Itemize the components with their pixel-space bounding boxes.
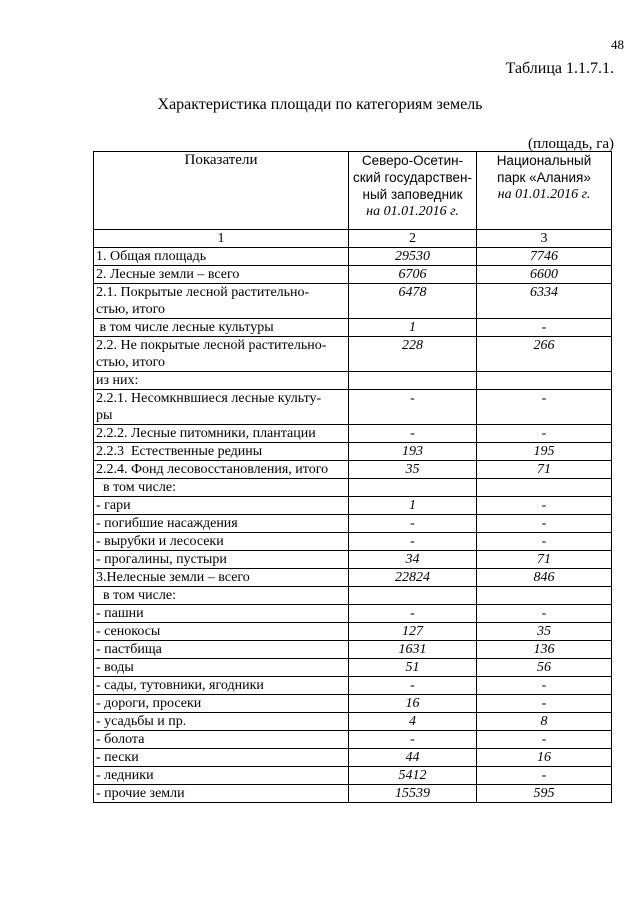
row-label-line: в том числе: xyxy=(96,588,176,603)
table-row xyxy=(94,605,612,623)
park-value: - xyxy=(477,497,612,515)
row-label xyxy=(94,248,349,266)
reserve-value xyxy=(349,372,477,390)
table-row xyxy=(94,623,612,641)
header-indicators: Показатели xyxy=(94,152,349,230)
park-value: 136 xyxy=(477,641,612,659)
page-number: 48 xyxy=(611,37,624,52)
row-label xyxy=(94,497,349,515)
row-label-line: - пашни xyxy=(96,606,144,621)
row-label-line: в том числе лесные культуры xyxy=(96,320,274,335)
table-row xyxy=(94,390,612,425)
row-label xyxy=(94,767,349,785)
table-row xyxy=(94,479,612,497)
park-value: 595 xyxy=(477,785,612,803)
row-label-line: - вырубки и лесосеки xyxy=(96,534,224,549)
reserve-value: 22824 xyxy=(349,569,477,587)
table-row xyxy=(94,515,612,533)
row-label xyxy=(94,443,349,461)
park-value: - xyxy=(477,319,612,337)
reserve-value: 228 xyxy=(349,337,477,372)
row-label xyxy=(94,372,349,390)
reserve-value xyxy=(349,587,477,605)
header-reserve xyxy=(349,152,477,230)
row-label-line: - болота xyxy=(96,732,145,747)
row-label-line: - дороги, просеки xyxy=(96,696,202,711)
table-row xyxy=(94,641,612,659)
park-value: - xyxy=(477,695,612,713)
header-park xyxy=(477,152,612,230)
row-label-line: - воды xyxy=(96,660,134,675)
row-label-line: - прогалины, пустыри xyxy=(96,552,227,567)
row-label-line: - усадьбы и пр. xyxy=(96,714,187,729)
table-row xyxy=(94,677,612,695)
row-label xyxy=(94,659,349,677)
row-label-line: - сенокосы xyxy=(96,624,161,639)
row-label-line: - сады, тутовники, ягодники xyxy=(96,678,264,693)
park-value: 71 xyxy=(477,461,612,479)
park-value: 6600 xyxy=(477,266,612,284)
table-row xyxy=(94,337,612,372)
reserve-value: 34 xyxy=(349,551,477,569)
park-value xyxy=(477,587,612,605)
table-row xyxy=(94,497,612,515)
row-label-line: 2.2.2. Лесные питомники, плантации xyxy=(96,426,316,441)
reserve-value: - xyxy=(349,677,477,695)
park-value: 71 xyxy=(477,551,612,569)
row-label xyxy=(94,677,349,695)
row-label-line: 2.2.3 Естественные редины xyxy=(96,444,263,459)
table-row xyxy=(94,587,612,605)
row-label-line: 2.2.1. Несомкнвшиеся лесные культу- xyxy=(96,391,322,406)
row-label xyxy=(94,695,349,713)
table-row xyxy=(94,533,612,551)
row-label xyxy=(94,749,349,767)
table-row xyxy=(94,713,612,731)
reserve-value: - xyxy=(349,605,477,623)
row-label-line: стью, итого xyxy=(96,302,165,317)
row-label xyxy=(94,731,349,749)
row-label xyxy=(94,390,349,425)
header-reserve-line: ный заповедник xyxy=(362,187,463,202)
row-label xyxy=(94,641,349,659)
reserve-value xyxy=(349,479,477,497)
row-label xyxy=(94,587,349,605)
reserve-value: 44 xyxy=(349,749,477,767)
row-label xyxy=(94,461,349,479)
table-row xyxy=(94,443,612,461)
header-park-date: на 01.01.2016 г. xyxy=(497,187,591,202)
table-row xyxy=(94,266,612,284)
table-row xyxy=(94,569,612,587)
table-row xyxy=(94,248,612,266)
park-value: - xyxy=(477,533,612,551)
row-label-line: 2.1. Покрытые лесной растительно- xyxy=(96,285,310,300)
row-label-line: стью, итого xyxy=(96,355,165,370)
table-row xyxy=(94,319,612,337)
table-row xyxy=(94,284,612,319)
reserve-value: - xyxy=(349,515,477,533)
row-label xyxy=(94,284,349,319)
park-value: 56 xyxy=(477,659,612,677)
park-value: - xyxy=(477,677,612,695)
park-value: - xyxy=(477,515,612,533)
table-row xyxy=(94,425,612,443)
park-value: 846 xyxy=(477,569,612,587)
park-value: 8 xyxy=(477,713,612,731)
table-label: Таблица 1.1.7.1. xyxy=(505,60,614,77)
row-label-line: - пески xyxy=(96,750,139,765)
row-label xyxy=(94,319,349,337)
document-title: Характеристика площади по категориям земель xyxy=(157,96,483,113)
row-label-line: 2. Лесные земли – всего xyxy=(96,267,240,282)
table-row xyxy=(94,659,612,677)
row-label xyxy=(94,479,349,497)
park-value: - xyxy=(477,425,612,443)
row-label-line: 3.Нелесные земли – всего xyxy=(96,570,250,585)
table-row xyxy=(94,372,612,390)
row-label xyxy=(94,533,349,551)
row-label xyxy=(94,337,349,372)
row-label xyxy=(94,785,349,803)
row-label xyxy=(94,266,349,284)
row-label-line: - прочие земли xyxy=(96,786,185,801)
row-label xyxy=(94,605,349,623)
park-value xyxy=(477,479,612,497)
row-label xyxy=(94,569,349,587)
reserve-value: 1 xyxy=(349,319,477,337)
reserve-value: 5412 xyxy=(349,767,477,785)
reserve-value: 4 xyxy=(349,713,477,731)
reserve-value: - xyxy=(349,731,477,749)
row-label-line: из них: xyxy=(96,373,139,388)
park-value: - xyxy=(477,605,612,623)
park-value: 266 xyxy=(477,337,612,372)
table-row xyxy=(94,749,612,767)
park-value: 16 xyxy=(477,749,612,767)
row-label-line: - погибшие насаждения xyxy=(96,516,238,531)
row-label-line: ры xyxy=(96,408,113,423)
row-label-line: 2.2. Не покрытые лесной растительно- xyxy=(96,338,327,353)
row-label-line: 2.2.4. Фонд лесовосстановления, итого xyxy=(96,462,329,477)
row-label-line: - пастбища xyxy=(96,642,162,657)
header-reserve-line: ский государствен- xyxy=(353,170,472,185)
reserve-value: 15539 xyxy=(349,785,477,803)
reserve-value: 35 xyxy=(349,461,477,479)
reserve-value: 6706 xyxy=(349,266,477,284)
table-row xyxy=(94,695,612,713)
park-value: 7746 xyxy=(477,248,612,266)
table-row xyxy=(94,785,612,803)
row-label xyxy=(94,713,349,731)
reserve-value: - xyxy=(349,425,477,443)
park-value: - xyxy=(477,390,612,425)
reserve-value: - xyxy=(349,533,477,551)
column-number: 1 xyxy=(94,230,349,248)
reserve-value: 16 xyxy=(349,695,477,713)
row-label xyxy=(94,551,349,569)
row-label-line: - гари xyxy=(96,498,131,513)
reserve-value: 51 xyxy=(349,659,477,677)
table-header-row xyxy=(94,152,612,230)
reserve-value: 127 xyxy=(349,623,477,641)
row-label xyxy=(94,425,349,443)
column-number-row xyxy=(94,230,612,248)
park-value: - xyxy=(477,731,612,749)
reserve-value: 193 xyxy=(349,443,477,461)
park-value xyxy=(477,372,612,390)
row-label xyxy=(94,515,349,533)
table-row xyxy=(94,731,612,749)
table-row xyxy=(94,767,612,785)
park-value: 195 xyxy=(477,443,612,461)
reserve-value: - xyxy=(349,390,477,425)
reserve-value: 29530 xyxy=(349,248,477,266)
row-label-line: - ледники xyxy=(96,768,154,783)
row-label-line: в том числе: xyxy=(96,480,176,495)
header-park-line: Национальный xyxy=(496,153,592,168)
column-number: 3 xyxy=(477,230,612,248)
reserve-value: 1 xyxy=(349,497,477,515)
reserve-value: 6478 xyxy=(349,284,477,319)
table-row xyxy=(94,461,612,479)
header-reserve-line: Северо-Осетин- xyxy=(361,153,464,168)
reserve-value: 1631 xyxy=(349,641,477,659)
land-categories-table xyxy=(93,151,612,803)
column-number: 2 xyxy=(349,230,477,248)
park-value: - xyxy=(477,767,612,785)
header-park-line: парк «Алания» xyxy=(497,170,591,185)
unit-note: (площадь, га) xyxy=(528,136,614,152)
park-value: 35 xyxy=(477,623,612,641)
row-label-line: 1. Общая площадь xyxy=(96,249,207,264)
table-row xyxy=(94,551,612,569)
header-reserve-date: на 01.01.2016 г. xyxy=(366,204,459,219)
row-label xyxy=(94,623,349,641)
park-value: 6334 xyxy=(477,284,612,319)
